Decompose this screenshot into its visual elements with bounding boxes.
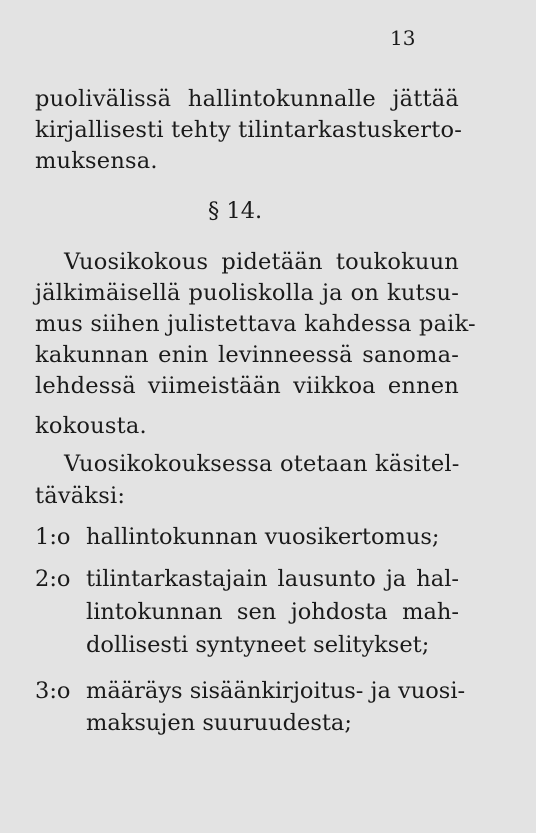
list-item-number: 3:o xyxy=(35,678,71,704)
list-item-text: dollisesti syntyneet selitykset; xyxy=(86,632,430,658)
section-heading: § 14. xyxy=(208,198,263,224)
list-item-text: maksujen suuruudesta; xyxy=(86,710,352,736)
text-line: mus siihen julistettava kahdessa paik- xyxy=(35,311,476,337)
list-item-text: määräys sisäänkirjoitus- ja vuosi- xyxy=(86,678,466,704)
list-item-number: 2:o xyxy=(35,566,71,592)
text-line: lehdessä viimeistään viikkoa ennen xyxy=(35,373,459,399)
list-item-number: 1:o xyxy=(35,524,71,550)
text-line: Vuosikokous pidetään toukokuun xyxy=(64,249,459,275)
text-line: Vuosikokouksessa otetaan käsitel- xyxy=(64,451,460,477)
page-number: 13 xyxy=(390,26,416,50)
list-item-text: hallintokunnan vuosikertomus; xyxy=(86,524,440,550)
text-line: jälkimäisellä puoliskolla ja on kutsu- xyxy=(35,280,459,306)
text-line: kirjallisesti tehty tilintarkastuskerto- xyxy=(35,117,463,143)
text-line: täväksi: xyxy=(35,483,126,509)
list-item-text: tilintarkastajain lausunto ja hal- xyxy=(86,566,459,592)
text-line: kakunnan enin levinneessä sanoma- xyxy=(35,342,459,368)
list-item-text: lintokunnan sen johdosta mah- xyxy=(86,599,459,625)
text-line: puolivälissä hallintokunnalle jättää xyxy=(35,86,459,112)
text-line: muksensa. xyxy=(35,148,158,174)
text-line: kokousta. xyxy=(35,413,147,439)
